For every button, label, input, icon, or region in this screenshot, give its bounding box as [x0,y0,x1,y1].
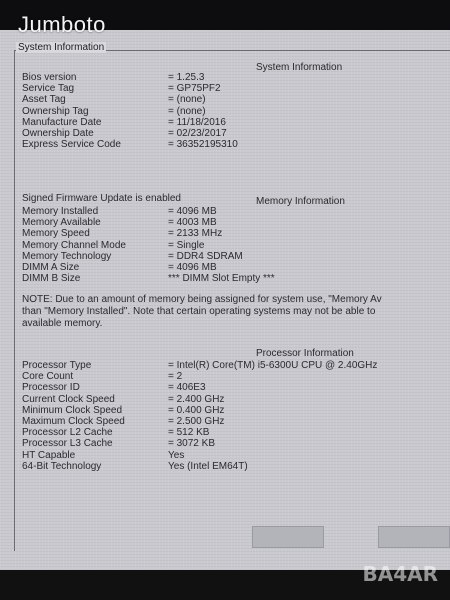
memory-information-heading: Memory Information [256,196,345,207]
row-value: = 512 KB [168,427,210,439]
row-label: Processor Type [22,360,92,371]
row-label: HT Capable [22,449,76,461]
row-value: = 1.25.3 [168,72,205,83]
info-row [22,106,238,117]
row-value: = 36352195310 [168,139,238,151]
row-label: Manufacture Date [22,116,102,128]
memory-note-line: NOTE: Due to an amount of memory being assigned for system use, "Memory Av [22,294,382,305]
row-value: = GP75PF2 [168,83,221,95]
row-value: = 2 [168,371,183,383]
memory-note [22,294,450,330]
row-value: *** DIMM Slot Empty *** [168,273,275,285]
memory-note-line: than "Memory Installed". Note that certain operating systems may not be able to [22,306,376,317]
row-label: Core Count [22,371,74,383]
row-label: DIMM B Size [22,273,81,285]
row-value: = 2.400 GHz [168,393,225,405]
firmware-note: Signed Firmware Update is enabled [22,193,181,204]
row-value: = 02/23/2017 [168,127,227,139]
info-row [22,240,275,251]
info-row [22,461,377,472]
info-row [22,405,377,416]
row-value: = 4096 MB [168,206,217,217]
info-row [22,382,377,393]
row-value: = 4003 MB [168,217,217,229]
row-label: 64-Bit Technology [22,460,102,472]
row-label: Processor L2 Cache [22,427,113,439]
info-row [22,438,377,449]
row-label: Ownership Tag [22,105,89,117]
info-row [22,394,377,405]
row-label: Memory Available [22,217,101,229]
row-label: Memory Speed [22,228,90,240]
row-value: Yes (Intel EM64T) [168,460,248,472]
row-label: Asset Tag [22,94,66,106]
info-row [22,228,275,239]
bios-screen [0,30,450,570]
row-value: Yes [168,449,185,461]
memory-info-list [22,206,275,284]
row-label: Express Service Code [22,139,121,151]
row-value: = 11/18/2016 [168,116,226,128]
row-value: = 2.500 GHz [168,415,225,427]
row-label: Current Clock Speed [22,393,115,405]
row-value: = Intel(R) Core(TM) i5-6300U CPU @ 2.40GHz [168,360,378,371]
info-row [22,360,377,371]
info-row [22,416,377,427]
info-row [22,83,238,94]
row-label: Maximum Clock Speed [22,415,125,427]
info-row [22,273,275,284]
row-value: = 0.400 GHz [168,404,225,416]
row-value: = 2133 MHz [168,228,223,240]
row-value: = 3072 KB [168,438,215,450]
info-row [22,251,275,262]
row-label: Memory Channel Mode [22,239,126,251]
info-row [22,206,275,217]
info-row [22,72,238,83]
info-row [22,139,238,150]
dialog-button[interactable] [252,526,324,548]
dialog-button[interactable] [378,526,450,548]
system-information-heading: System Information [256,62,343,73]
row-label: Processor L3 Cache [22,438,113,450]
row-value: = 4096 MB [168,261,217,273]
row-label: DIMM A Size [22,261,80,273]
site-logo: BA4AR [362,562,438,586]
row-label: Service Tag [22,83,75,95]
row-label: Ownership Date [22,127,94,139]
watermark: Jumboto [18,12,106,37]
row-label: Memory Technology [22,250,112,262]
row-label: Processor ID [22,382,80,394]
row-label: Bios version [22,72,77,83]
system-info-list [22,72,238,150]
info-row [22,262,275,273]
row-value: = (none) [168,94,206,106]
window-title: System Information [18,42,105,53]
row-label: Memory Installed [22,206,99,217]
row-label: Minimum Clock Speed [22,404,123,416]
row-value: = 406E3 [168,382,206,394]
info-row [22,217,275,228]
info-row [22,371,377,382]
row-value: = DDR4 SDRAM [168,250,243,262]
info-row [22,117,238,128]
processor-information-heading: Processor Information [256,348,354,359]
info-row [22,427,377,438]
info-row [22,128,238,139]
row-value: = (none) [168,105,206,117]
memory-note-line: available memory. [22,318,103,329]
processor-info-list [22,360,377,472]
row-value: = Single [168,239,205,251]
info-row [22,450,377,461]
info-row [22,94,238,105]
